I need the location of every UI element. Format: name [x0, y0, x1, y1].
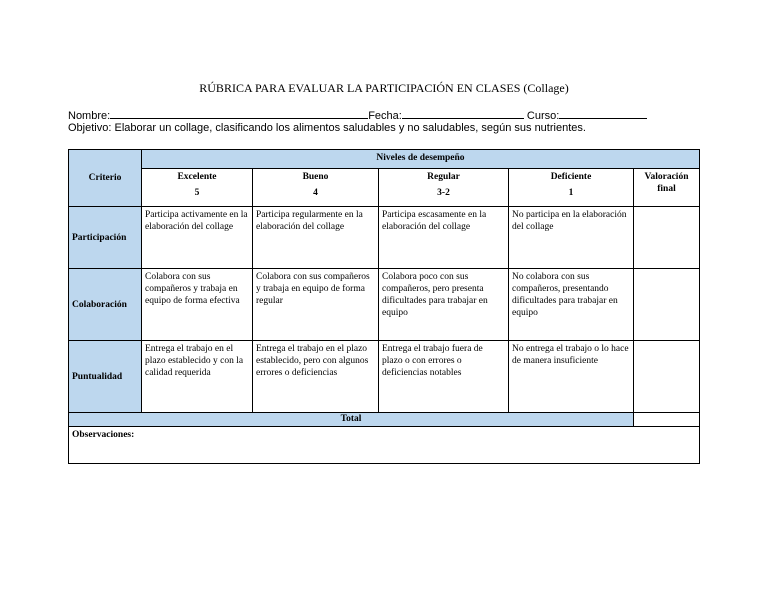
level-name: Deficiente	[550, 172, 592, 182]
valoracion-cell[interactable]	[634, 207, 700, 269]
observaciones-row	[69, 427, 700, 464]
level-bueno	[253, 169, 379, 207]
level-score: 4	[313, 188, 318, 198]
level-name: Excelente	[177, 172, 217, 182]
document-title: RÚBRICA PARA EVALUAR LA PARTICIPACIÓN EN CLASES (Collage)	[199, 81, 569, 95]
observaciones-cell[interactable]	[69, 427, 700, 464]
objetivo-line	[68, 122, 586, 134]
curso-field[interactable]	[559, 108, 647, 119]
rubric-cell: Entrega el trabajo en el plazo establecido y con la calidad requerida	[142, 341, 253, 413]
rubric-cell: Entrega el trabajo en el plazo establecido, pero con algunos errores o deficiencias	[253, 341, 379, 413]
curso-label: Curso:	[526, 110, 560, 122]
rubric-cell: Colabora con sus compañeros y trabaja en equipo de forma efectiva	[142, 269, 253, 341]
rubric-cell: Participa activamente en la elaboración del collage	[142, 207, 253, 269]
rubric-cell: No colabora con sus compañeros, presentando dificultades para trabajar en equipo	[509, 269, 634, 341]
valoracion-cell[interactable]	[634, 269, 700, 341]
total-row	[69, 413, 700, 427]
rubric-cell: Participa regularmente en la elaboración del collage	[253, 207, 379, 269]
total-value-cell[interactable]	[634, 413, 700, 427]
criterion-label: Colaboración	[69, 269, 142, 341]
fecha-label: Fecha:	[368, 110, 402, 122]
total-label: Total	[69, 413, 634, 427]
nombre-field[interactable]	[110, 108, 368, 119]
level-name: Regular	[427, 172, 460, 182]
objetivo-text: Elaborar un collage, clasificando los alimentos saludables y no saludables, según sus nutrientes.	[114, 122, 586, 134]
rubric-cell: Participa escasamente en la elaboración del collage	[379, 207, 509, 269]
header-row-1	[69, 150, 700, 169]
row-colaboracion	[69, 269, 700, 341]
level-excelente	[142, 169, 253, 207]
level-regular	[379, 169, 509, 207]
level-score: 5	[194, 188, 200, 198]
observaciones-label: Observaciones:	[72, 430, 135, 440]
objetivo-label: Objetivo:	[68, 122, 112, 134]
rubric-cell: No entrega el trabajo o lo hace de manera insuficiente	[509, 341, 634, 413]
rubric-cell: Colabora con sus compañeros y trabaja en equipo de forma regular	[253, 269, 379, 341]
level-score: 3-2	[437, 188, 450, 198]
rubric-table	[68, 149, 700, 464]
level-deficiente	[509, 169, 634, 207]
info-line	[68, 108, 647, 122]
row-participacion	[69, 207, 700, 269]
header-row-2	[69, 169, 700, 207]
row-puntualidad	[69, 341, 700, 413]
rubric-cell: No participa en la elaboración del collage	[509, 207, 634, 269]
valoracion-cell[interactable]	[634, 341, 700, 413]
niveles-header: Niveles de desempeño	[142, 150, 700, 169]
nombre-label: Nombre:	[68, 110, 111, 122]
rubric-cell: Colabora poco con sus compañeros, pero presenta dificultades para trabajar en equipo	[379, 269, 509, 341]
level-score: 1	[568, 188, 574, 198]
level-name: Bueno	[302, 172, 329, 182]
valoracion-header: Valoración final	[634, 169, 700, 207]
fecha-field[interactable]	[402, 108, 524, 119]
criterion-label: Puntualidad	[69, 341, 142, 413]
criterion-label: Participación	[69, 207, 142, 269]
criterio-header: Criterio	[69, 150, 142, 207]
rubric-cell: Entrega el trabajo fuera de plazo o con errores o deficiencias notables	[379, 341, 509, 413]
